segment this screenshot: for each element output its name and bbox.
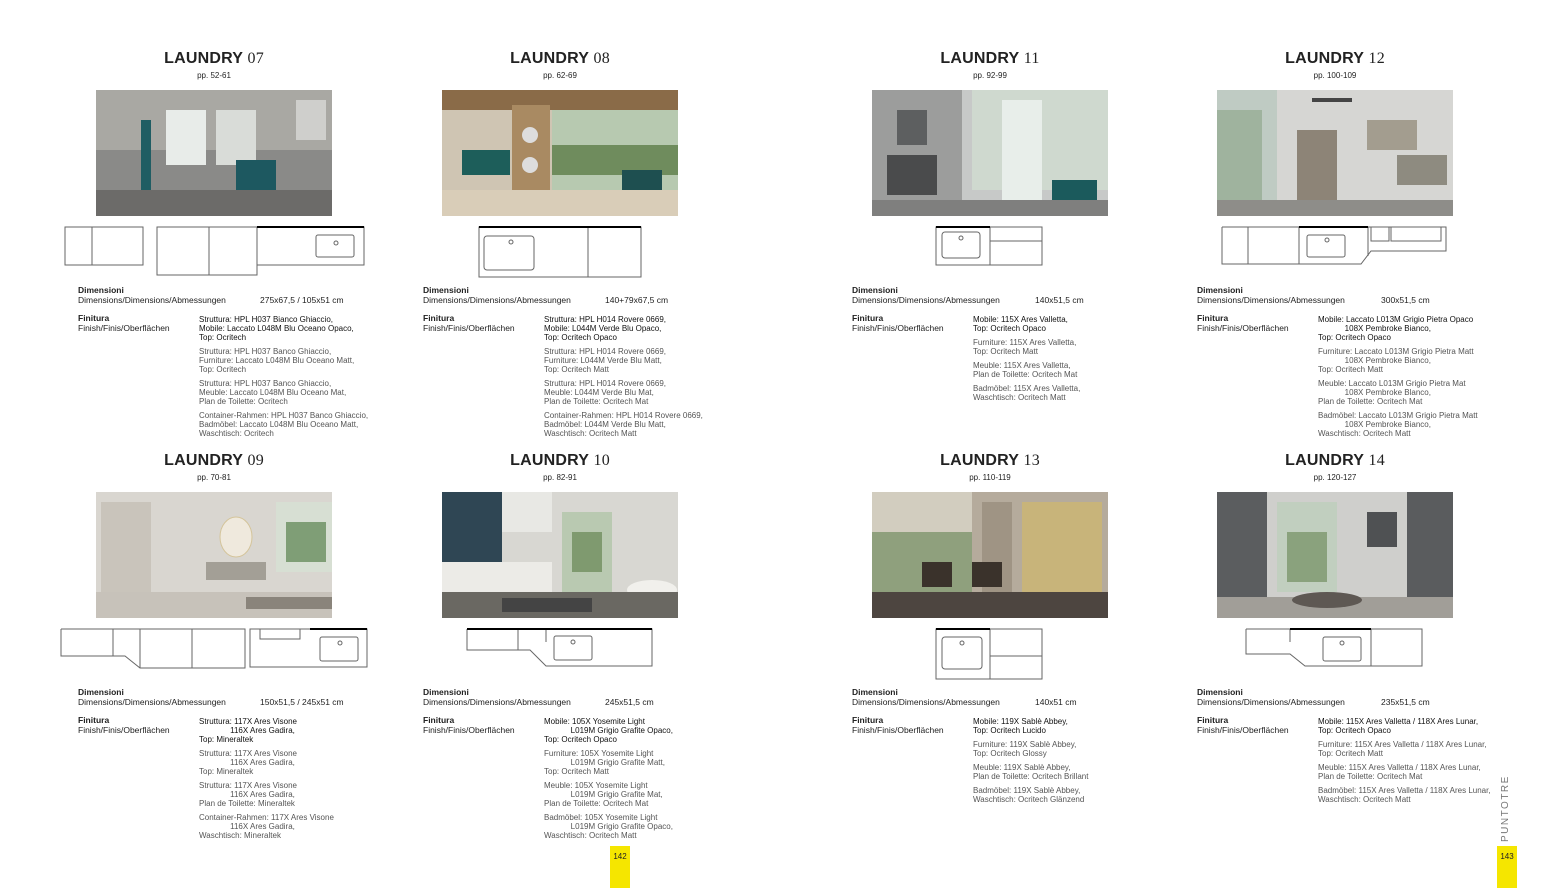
dimensions-value: 140x51 cm	[1035, 697, 1077, 707]
finish-list	[544, 315, 784, 443]
product-photo	[1217, 90, 1453, 216]
page-number-right: 143	[1497, 846, 1517, 888]
page-reference: pp. 52-61	[197, 71, 231, 80]
floor-plan	[478, 226, 780, 278]
dimensions-value: 140x51,5 cm	[1035, 295, 1084, 305]
dimensions-label: Dimensioni Dimensions/Dimensions/Abmessungen	[78, 285, 226, 305]
product-photo	[442, 90, 678, 216]
product-card	[840, 452, 1200, 852]
finish-label: Finitura Finish/Finis/Oberflächen	[852, 313, 944, 333]
finish-label: Finitura Finish/Finis/Oberflächen	[852, 715, 944, 735]
finish-it: Mobile: 105X Yosemite Light L019M Grigio Grafite Opaco, Top: Ocritech Opaco	[544, 717, 673, 744]
finish-label: Finitura Finish/Finis/Oberflächen	[78, 715, 170, 735]
product-card	[840, 50, 1200, 450]
floor-plan	[64, 226, 366, 278]
finish-fr: Struttura: 117X Ares Visone 116X Ares Gadira, Plan de Toilette: Mineraltek	[199, 781, 297, 808]
product-title: LAUNDRY 14	[1285, 452, 1385, 469]
finish-it: Struttura: HPL H037 Bianco Ghiaccio, Mobile: Laccato L048M Blu Oceano Opaco, Top: Ocritech	[199, 315, 354, 342]
finish-it: Mobile: Laccato L013M Grigio Pietra Opaco 108X Pembroke Bianco, Top: Ocritech Opaco	[1318, 315, 1474, 342]
finish-label: Finitura Finish/Finis/Oberflächen	[423, 313, 515, 333]
finish-de: Badmöbel: 119X Sablè Abbey, Waschtisch: Ocritech Glänzend	[973, 786, 1085, 804]
finish-en: Furniture: 119X Sablè Abbey, Top: Ocritech Glossy	[973, 740, 1077, 758]
finish-fr: Meuble: Laccato L013M Grigio Pietra Mat 108X Pembroke Blanco, Plan de Toilette: Ocritech Mat	[1318, 379, 1466, 406]
dimensions-label: Dimensioni Dimensions/Dimensions/Abmessungen	[423, 285, 571, 305]
finish-de: Badmöbel: 115X Ares Valletta / 118X Ares Lunar, Waschtisch: Ocritech Matt	[1318, 786, 1491, 804]
finish-list	[199, 315, 439, 443]
product-photo	[872, 90, 1108, 216]
finish-en: Struttura: 117X Ares Visone 116X Ares Gadira, Top: Mineraltek	[199, 749, 297, 776]
dimensions-label: Dimensioni Dimensions/Dimensions/Abmessungen	[78, 687, 226, 707]
finish-en: Furniture: 105X Yosemite Light L019M Grigio Grafite Matt, Top: Ocritech Matt	[544, 749, 665, 776]
finish-it: Mobile: 119X Sablè Abbey, Top: Ocritech Lucido	[973, 717, 1068, 735]
finish-list	[973, 717, 1213, 809]
dimensions-label: Dimensioni Dimensions/Dimensions/Abmessungen	[1197, 687, 1345, 707]
product-card	[410, 452, 770, 852]
dimensions-value: 275x67,5 / 105x51 cm	[260, 295, 344, 305]
floor-plan	[1245, 628, 1547, 672]
finish-en: Furniture: Laccato L013M Grigio Pietra Matt 108X Pembroke Bianco, Top: Ocritech Matt	[1318, 347, 1474, 374]
finish-label: Finitura Finish/Finis/Oberflächen	[1197, 313, 1289, 333]
dimensions-value: 235x51,5 cm	[1381, 697, 1430, 707]
finish-de: Badmöbel: Laccato L013M Grigio Pietra Matt 108X Pembroke Bianco, Waschtisch: Ocritech Matt	[1318, 411, 1478, 438]
product-title: LAUNDRY 11	[940, 50, 1040, 67]
page-reference: pp. 92-99	[973, 71, 1007, 80]
page-reference: pp. 62-69	[543, 71, 577, 80]
finish-de: Container-Rahmen: 117X Ares Visone 116X Ares Gadira, Waschtisch: Mineraltek	[199, 813, 334, 840]
finish-de: Badmöbel: 115X Ares Valletta, Waschtisch: Ocritech Matt	[973, 384, 1081, 402]
dimensions-label: Dimensioni Dimensions/Dimensions/Abmessungen	[852, 285, 1000, 305]
finish-fr: Struttura: HPL H037 Banco Ghiaccio, Meuble: Laccato L048M Blu Oceano Mat, Plan de Toilette: Ocritech	[199, 379, 347, 406]
product-title: LAUNDRY 08	[510, 50, 610, 67]
product-card	[1185, 452, 1545, 852]
product-card	[64, 452, 424, 852]
finish-de: Container-Rahmen: HPL H037 Banco Ghiaccio, Badmöbel: Laccato L048M Blu Oceano Matt, Waschtisch: Ocritech	[199, 411, 369, 438]
finish-list	[544, 717, 784, 845]
finish-fr: Struttura: HPL H014 Rovere 0669, Meuble: L044M Verde Blu Mat, Plan de Toilette: Ocritech Mat	[544, 379, 666, 406]
finish-it: Mobile: 115X Ares Valletta, Top: Ocritech Opaco	[973, 315, 1068, 333]
dimensions-value: 245x51,5 cm	[605, 697, 654, 707]
dimensions-label: Dimensioni Dimensions/Dimensions/Abmessungen	[423, 687, 571, 707]
finish-fr: Meuble: 115X Ares Valletta, Plan de Toilette: Ocritech Mat	[973, 361, 1078, 379]
product-title: LAUNDRY 07	[164, 50, 264, 67]
finish-label: Finitura Finish/Finis/Oberflächen	[1197, 715, 1289, 735]
product-photo	[96, 90, 332, 216]
floor-plan	[1221, 226, 1523, 278]
product-title: LAUNDRY 12	[1285, 50, 1385, 67]
finish-it: Struttura: HPL H014 Rovere 0669, Mobile: L044M Verde Blu Opaco, Top: Ocritech Opaco	[544, 315, 666, 342]
finish-list	[1318, 315, 1550, 443]
product-card	[64, 50, 424, 450]
product-photo	[442, 492, 678, 618]
product-title: LAUNDRY 10	[510, 452, 610, 469]
page-reference: pp. 110-119	[969, 473, 1011, 482]
brand-label	[1500, 772, 1514, 847]
product-photo	[1217, 492, 1453, 618]
finish-en: Furniture: 115X Ares Valletta / 118X Ares Lunar, Top: Ocritech Matt	[1318, 740, 1487, 758]
product-photo	[96, 492, 332, 618]
product-title: LAUNDRY 09	[164, 452, 264, 469]
dimensions-label: Dimensioni Dimensions/Dimensions/Abmessungen	[852, 687, 1000, 707]
finish-it: Mobile: 115X Ares Valletta / 118X Ares Lunar, Top: Ocritech Opaco	[1318, 717, 1479, 735]
page-reference: pp. 100-109	[1313, 71, 1357, 80]
brand-text: PUNTOTRE	[1500, 775, 1511, 842]
product-card	[1185, 50, 1545, 450]
dimensions-label: Dimensioni Dimensions/Dimensions/Abmessungen	[1197, 285, 1345, 305]
finish-list	[973, 315, 1213, 407]
page-reference: pp. 70-81	[197, 473, 231, 482]
product-card	[410, 50, 770, 450]
floor-plan	[60, 628, 370, 672]
finish-label: Finitura Finish/Finis/Oberflächen	[423, 715, 515, 735]
dimensions-value: 150x51,5 / 245x51 cm	[260, 697, 344, 707]
finish-fr: Meuble: 119X Sablè Abbey, Plan de Toilette: Ocritech Brillant	[973, 763, 1089, 781]
page-reference: pp. 82-91	[543, 473, 577, 482]
finish-en: Struttura: HPL H037 Banco Ghiaccio, Furniture: Laccato L048M Blu Oceano Matt, Top: Ocritech	[199, 347, 355, 374]
page-reference: pp. 120-127	[1313, 473, 1357, 482]
finish-de: Container-Rahmen: HPL H014 Rovere 0669, Badmöbel: L044M Verde Blu Matt, Waschtisch: Ocritech Matt	[544, 411, 703, 438]
finish-en: Struttura: HPL H014 Rovere 0669, Furniture: L044M Verde Blu Matt, Top: Ocritech Matt	[544, 347, 666, 374]
finish-list	[199, 717, 439, 845]
finish-it: Struttura: 117X Ares Visone 116X Ares Gadira, Top: Mineraltek	[199, 717, 297, 744]
finish-label: Finitura Finish/Finis/Oberflächen	[78, 313, 170, 333]
finish-fr: Meuble: 105X Yosemite Light L019M Grigio Grafite Mat, Plan de Toilette: Ocritech Mat	[544, 781, 663, 808]
product-photo	[872, 492, 1108, 618]
page-number-left: 142	[610, 846, 630, 888]
dimensions-value: 140+79x67,5 cm	[605, 295, 669, 305]
finish-fr: Meuble: 115X Ares Valletta / 118X Ares Lunar, Plan de Toilette: Ocritech Mat	[1318, 763, 1481, 781]
finish-de: Badmöbel: 105X Yosemite Light L019M Grigio Grafite Opaco, Waschtisch: Ocritech Matt	[544, 813, 673, 840]
product-title: LAUNDRY 13	[940, 452, 1040, 469]
finish-list	[1318, 717, 1550, 809]
finish-en: Furniture: 115X Ares Valletta, Top: Ocritech Matt	[973, 338, 1077, 356]
dimensions-value: 300x51,5 cm	[1381, 295, 1430, 305]
floor-plan	[466, 628, 768, 672]
